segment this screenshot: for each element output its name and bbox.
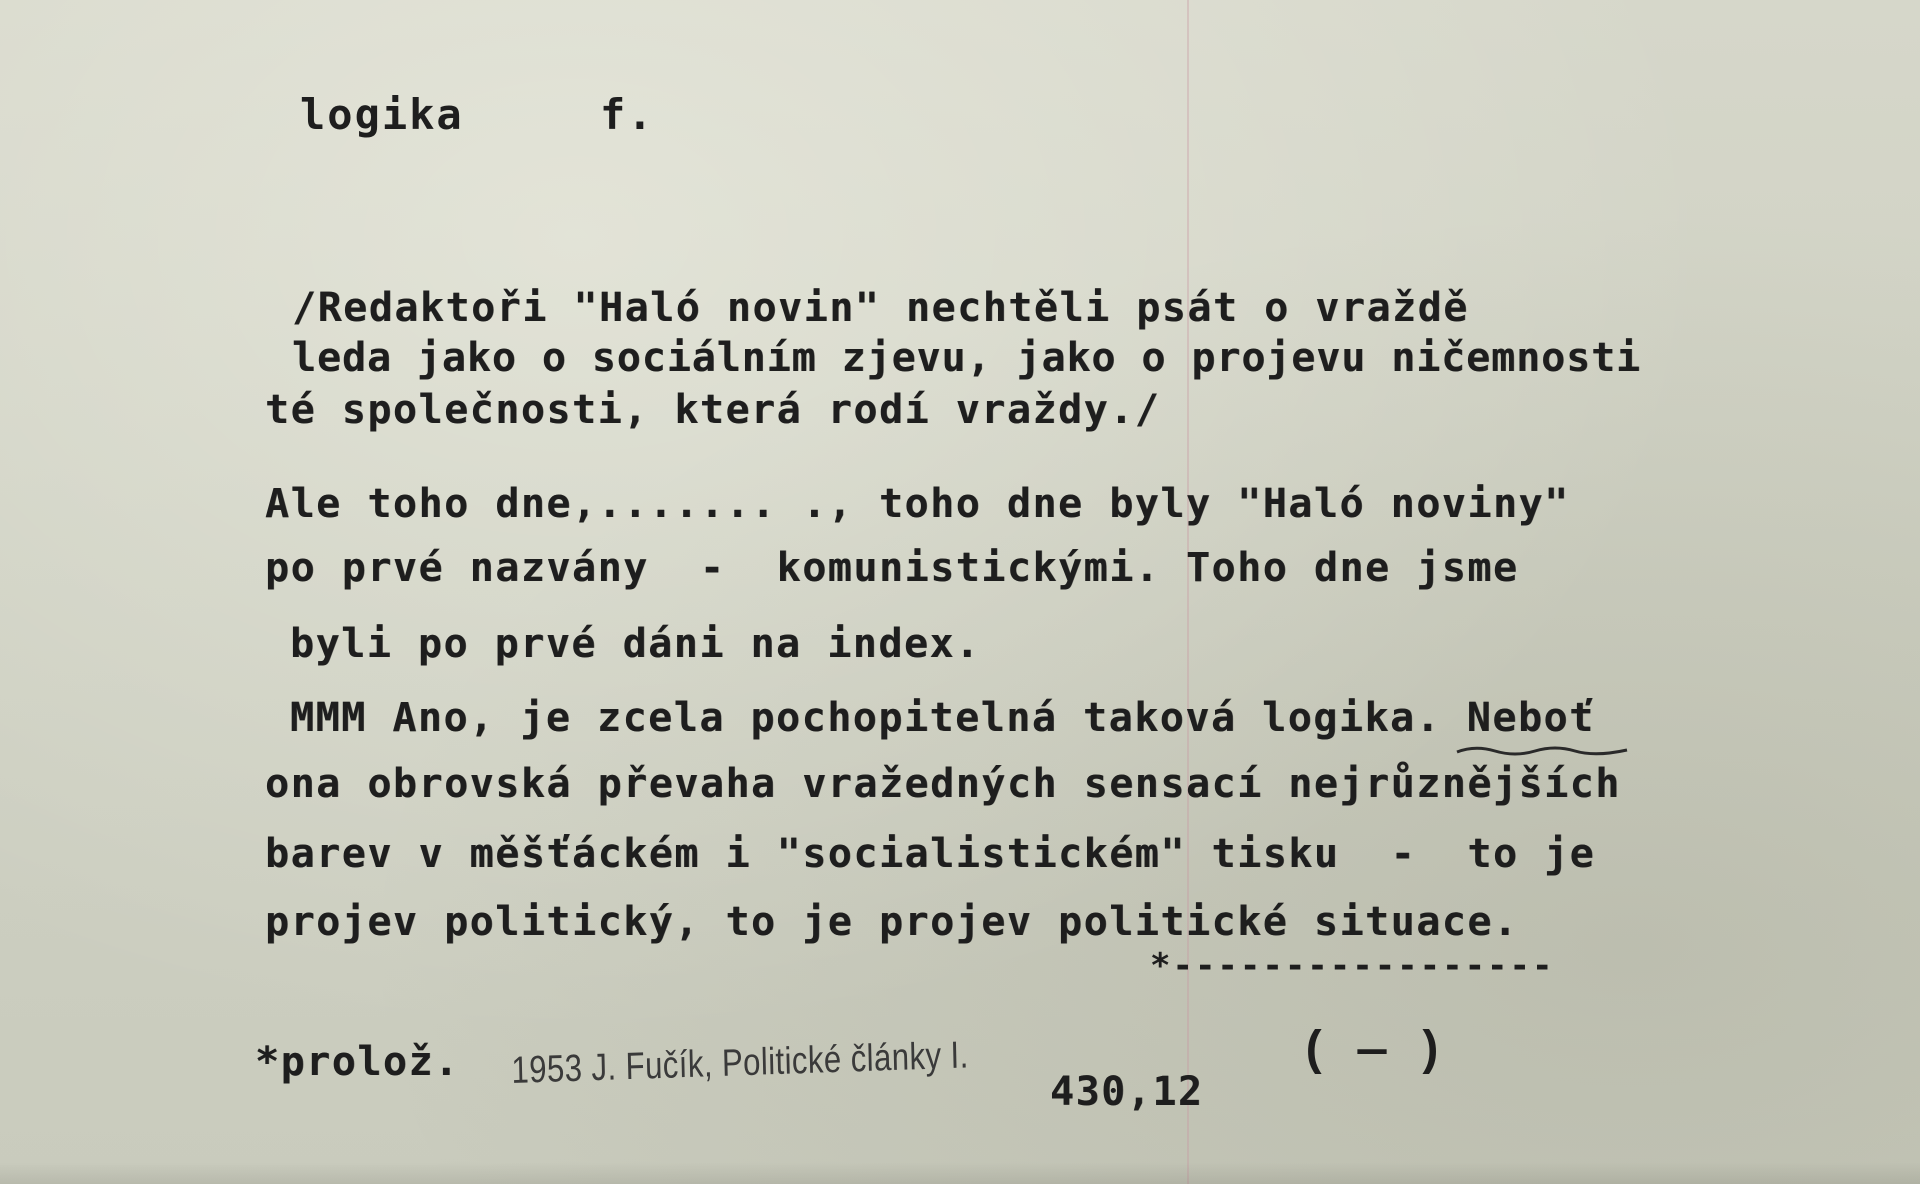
page-reference: 430,12 (1050, 1069, 1204, 1115)
quote-line-1: /Redaktoři "Haló novin" nechtěli psát o vraždě (292, 285, 1469, 331)
body-line-7: projev politický, to je projev politické situace. (265, 899, 1519, 945)
spacing-underline-marker: *----------------- (1150, 946, 1555, 986)
body-line-4: MMM Ano, je zcela pochopitelná taková logika. Neboť (290, 695, 1595, 741)
body-line-5: ona obrovská převaha vražedných sensací nejrůznějších (265, 761, 1621, 807)
qualifier-mark: ( — ) (1300, 1025, 1445, 1079)
body-line-6: barev v měšťáckém i "socialistickém" tisku - to je (265, 831, 1596, 877)
grammatical-gender: f. (600, 90, 655, 139)
quote-line-2: leda jako o sociálním zjevu, jako o projevu ničemnosti (292, 335, 1642, 381)
body-line-1: Ale toho dne,....... ., toho dne byly "Haló noviny" (265, 481, 1570, 527)
handwritten-wavy-underline (1455, 744, 1630, 758)
source-stamp: 1953 J. Fučík, Politické články I. (511, 1034, 970, 1093)
quote-line-3: té společnosti, která rodí vraždy./ (265, 387, 1161, 433)
body-line-3: byli po prvé dáni na index. (290, 621, 981, 667)
body-line-2: po prvé nazvány - komunistickými. Toho dne jsme (265, 545, 1519, 591)
footnote-marker: *prolož. (255, 1039, 460, 1085)
headword: logika (300, 90, 464, 139)
margin-line (1187, 0, 1189, 1184)
